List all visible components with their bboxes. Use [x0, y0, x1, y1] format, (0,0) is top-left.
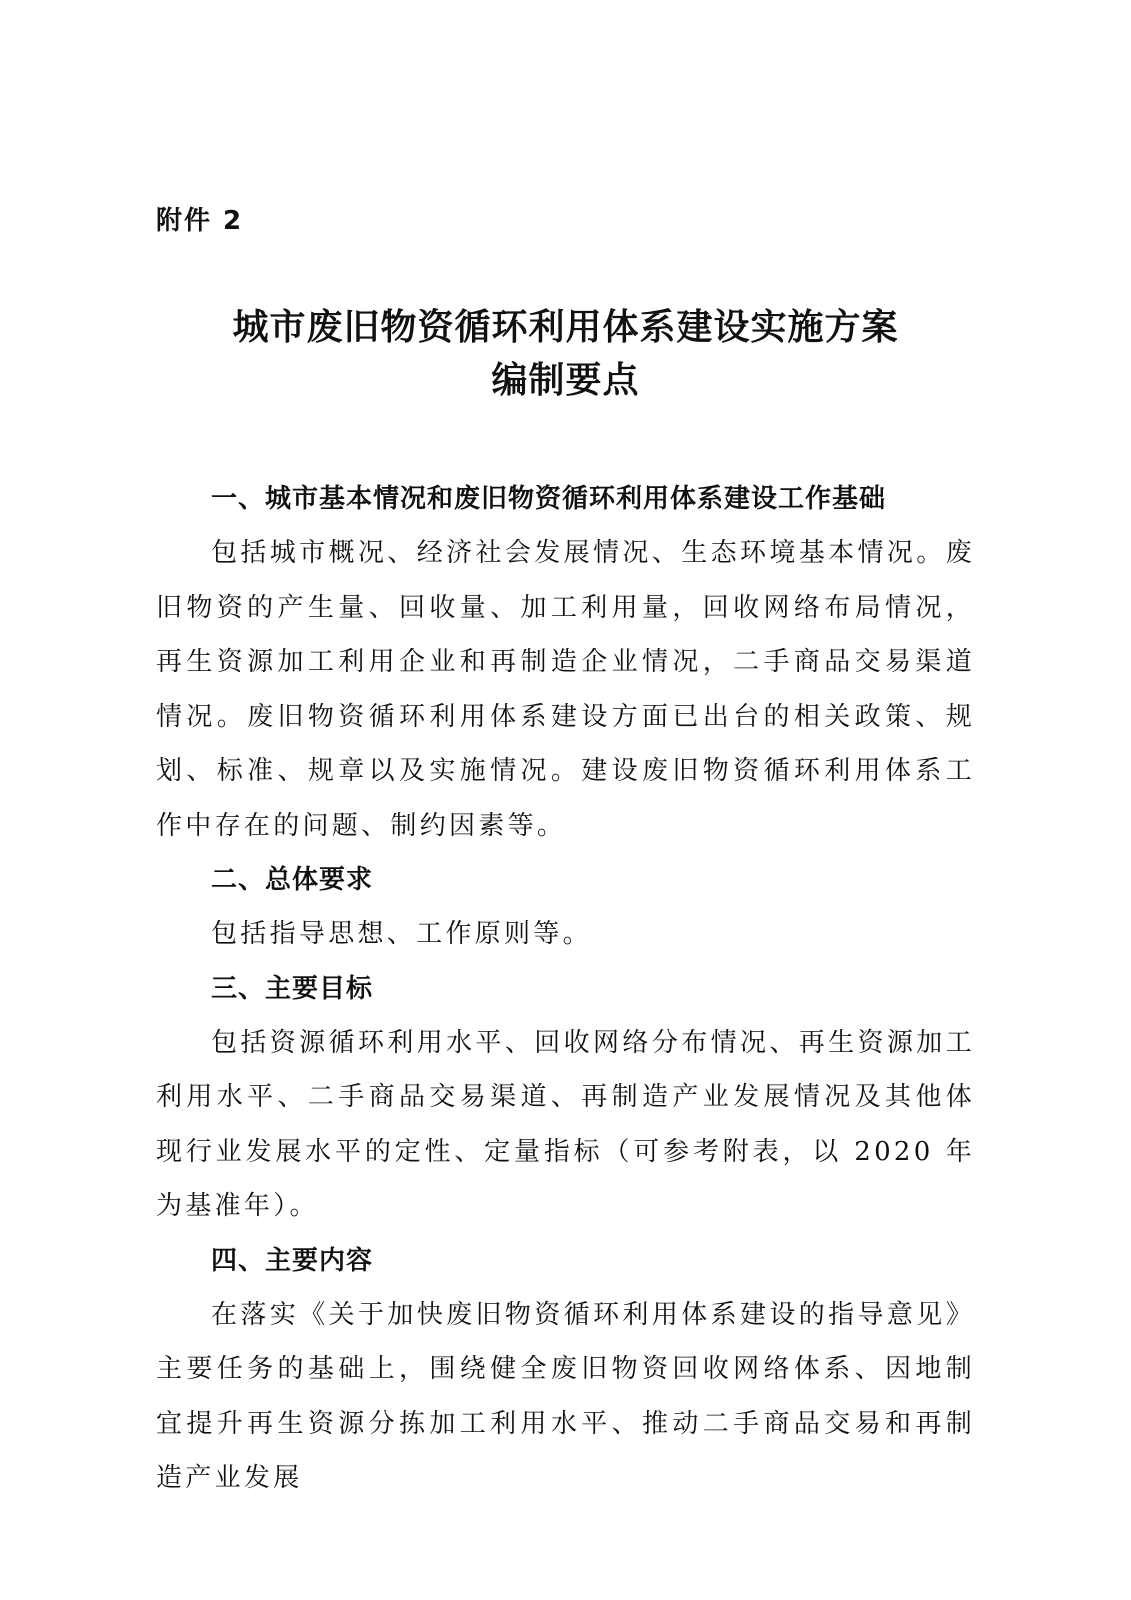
document-title-line-2: 编制要点: [491, 360, 640, 401]
section-heading: 二、总体要求: [211, 865, 374, 895]
section-paragraph: 包括指导思想、工作原则等。: [211, 919, 592, 949]
section-heading: 一、城市基本情况和废旧物资循环利用体系建设工作基础: [211, 484, 887, 514]
section-1: [156, 472, 975, 853]
section-paragraph: 在落实《关于加快废旧物资循环利用体系建设的指导意见》主要任务的基础上，围绕健全废旧物资回收网络体系、因地制宜提升再生资源分拣加工利用水平、推动二手商品交易和再制造产业发展: [156, 1299, 975, 1493]
section-paragraph: 包括城市概况、经济社会发展情况、生态环境基本情况。废旧物资的产生量、回收量、加工利用量，回收网络布局情况，再生资源加工利用企业和再制造企业情况，二手商品交易渠道情况。废旧物资循环利用体系建设方面已出台的相关政策、规划、标准、规章以及实施情况。建设废旧物资循环利用体系工作中存在的问题、制约因素等。: [156, 538, 975, 841]
document-body: [156, 472, 975, 1506]
section-heading: 四、主要内容: [211, 1245, 374, 1276]
document-title-line-1: 城市废旧物资循环利用体系建设实施方案: [232, 307, 899, 348]
section-2: [156, 853, 975, 962]
attachment-label: 附件 2: [156, 206, 244, 236]
section-heading: 三、主要目标: [211, 973, 374, 1004]
section-paragraph: 包括资源循环利用水平、回收网络分布情况、再生资源加工利用水平、二手商品交易渠道、再制造产业发展情况及其他体现行业发展水平的定性、定量指标（可参考附表，以 2020 年为基准年）。: [156, 1027, 975, 1221]
section-3: [156, 962, 975, 1234]
section-4: [156, 1234, 975, 1506]
